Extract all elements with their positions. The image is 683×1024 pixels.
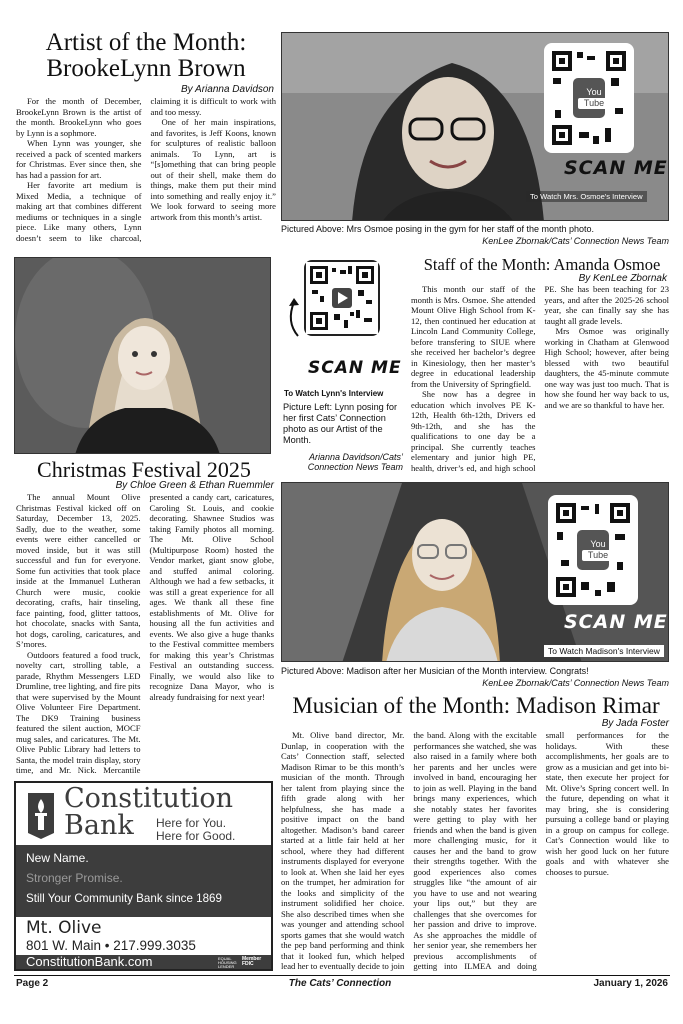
musician-title: Musician of the Month: Madison Rimar — [292, 693, 660, 718]
bank-website-bar[interactable] — [16, 955, 271, 969]
lynn-scan-me: SCAN ME — [308, 358, 402, 378]
musician-article — [281, 730, 669, 972]
osmoe-scan-me: SCAN ME — [564, 157, 668, 179]
staff-paragraph: This month our staff of the month is Mrs. Osmoe. She attended Mount Olive High School from K-12, then continued her education at Lincoln Land Community College, before transfering to SIUE where she received her bachelor’s degree in Kinesiology, then her master’s degree in educational leadership from the University of Springfield. — [411, 284, 536, 389]
footer-page: Page 2 — [16, 978, 49, 989]
youtube-you: You — [590, 539, 606, 549]
madison-qr-code[interactable] — [548, 495, 638, 605]
lynn-photo — [14, 257, 271, 454]
osmoe-watch-label[interactable]: To Watch Mrs. Osmoe's Interview — [526, 191, 647, 202]
musician-byline: By Jada Foster — [601, 718, 669, 729]
christmas-title: Christmas Festival 2025 — [37, 457, 251, 482]
qr-code-icon — [306, 262, 378, 334]
youtube-tube: Tube — [578, 98, 610, 109]
artist-paragraph: When Lynn was younger, she received a pack of scented markers for Christmas. Ever since then, she has had a passion for art. — [16, 138, 142, 180]
youtube-logo — [578, 87, 610, 109]
lynn-qr-block — [280, 258, 408, 398]
christmas-paragraph: The annual Mount Olive Christmas Festival kicked off on Saturday, December 13, 2025. Sadly, due to the weather, some events were either cancelled or moved inside, but it was still successful and fun for everyone. Some fun activities that took place inside at the Immanuel Lutheran Church were music, cookie decorating, crafts, hair tinseling, face painting, food, glitter tattoos, hot chocolate, snacks with Santa, hot dogs, caroling, caricatures, and S’mores. — [16, 492, 141, 650]
bank-logo-area — [16, 783, 271, 845]
madison-credit: KenLee Zbornak/Cats’ Connection News Team — [482, 678, 669, 688]
christmas-byline: By Chloe Green & Ethan Ruemmler — [115, 480, 274, 491]
bank-equal-housing: EQUAL HOUSING LENDER — [218, 956, 237, 969]
footer-paper: The Cats’ Connection — [288, 978, 392, 989]
bank-line2: Stronger Promise. — [26, 870, 123, 885]
bank-promo-band — [16, 845, 271, 917]
bank-tag2: Here for Good. — [156, 829, 236, 844]
torch-logo-icon — [24, 789, 58, 841]
staff-article — [411, 284, 669, 479]
lynn-qr-code[interactable] — [304, 260, 380, 336]
bank-fdic: Member FDIC — [242, 956, 262, 967]
bank-ad[interactable] — [14, 781, 273, 971]
youtube-you: You — [586, 87, 602, 97]
staff-byline: By KenLee Zbornak — [578, 273, 667, 284]
osmoe-qr-code[interactable] — [544, 43, 634, 153]
madison-caption: Pictured Above: Madison after her Musician of the Month interview. Congrats! — [281, 666, 589, 676]
footer-rule — [14, 975, 670, 976]
christmas-paragraph: Outdoors featured a food truck, novelty cart, strolling table, a parade, Rhythm Messengers LED Drumline, tree lighting, and fire pits that were supervised by the Mount Olive Volunteer Fire Department. The DK9 Training business featured the silent auction, MOCF mug sales, and caricatures. The Mt. Olive Public Library had letters to Santa, the model train display, story time, and Mr. Nick. Mercantile presented a candy cart, caricatures, Caroling St. Louis, and cookie decorating. Shawnee Studios was taking Family photos all morning. The Mt. Olive School (Multipurpose Room) hosted the Vendor market, giant snow globe, and stuffed animal coloring. Although we had a few setbacks, it was still a great experience for all ages. We thank all these fine establishments of Mt. Olive for housing all the fun activities and events. We also give a huge thanks to the Festival committee members for making this year’s Christmas Festival an outstanding success. Finally, we would also like to recognize Dana Mayor, who is already fundraising for next year! — [16, 492, 274, 776]
artist-paragraph: For the month of December, BrookeLynn Brown is the artist of the month. BrookeLynn who goes by Lynn is a sophmore. — [16, 96, 142, 138]
bank-line1: New Name. — [26, 851, 89, 865]
lynn-credit-line1: Arianna Davidson/Cats’ — [308, 452, 403, 462]
staff-title: Staff of the Month: Amanda Osmoe — [423, 255, 661, 274]
bank-name-line2: Bank — [64, 810, 134, 841]
bank-city: Mt. Olive — [26, 918, 102, 938]
artist-paragraph: One of her main inspirations, and favorites, is Jeff Koons, known for sculptures of realistic balloon animals. To Lynn, art is “[s]omething that can bring people out of their shell, make them do things, make them put their mind into something and really enjoy it.” We look forward to seeing more artwork from this month’s artist. — [150, 117, 276, 222]
footer-date: January 1, 2026 — [593, 978, 668, 989]
bank-tagline — [156, 817, 235, 843]
lynn-watch-label[interactable]: To Watch Lynn's Interview — [284, 389, 384, 398]
staff-paragraph: She now has a degree in education which involves PE K-12th, Health 6th-12th, Drivers ed 9th-12th, and she has the qualifications to one day be a principal. She currently teaches elementary and junior high PE, health, driver’s ed, and high school PE. She has been teaching for 23 years, and after the 2025-26 school year, she can finally say she has taught all grade levels. — [411, 284, 669, 473]
artist-paragraph: Her favorite art medium is Mixed Media, a technique of making art that combines different mediums or techniques in a single piece. Like many others, Lynn doesn’t seem to like charcoal, claiming it is difficult to work with and too messy. — [16, 96, 276, 243]
bank-name-line1: Constitution — [64, 783, 234, 814]
madison-watch-label[interactable]: To Watch Madison's Interview — [544, 645, 664, 657]
staff-paragraph: Mrs Osmoe was originally working in Chatham at Glenwood High School; however, after being blessed with two beautiful daughters, the 45-minute commute one way was just too much. That is how she found her way back to us, and we are so thankful to have her. — [544, 326, 669, 410]
lynn-caption: Picture Left: Lynn posing for her first Cats’ Connection photo as our Artist of the Month. — [283, 402, 398, 446]
artist-title-line2: BrookeLynn Brown — [46, 55, 246, 83]
youtube-tube: Tube — [582, 550, 614, 561]
madison-scan-me: SCAN ME — [564, 611, 668, 633]
bank-tag1: Here for You. — [156, 816, 227, 830]
madison-photo — [281, 482, 669, 662]
musician-paragraph: Mt. Olive band director, Mr. Dunlap, in cooperation with the Cats’ Connection staff, selected Madison Rimar to be this month’s musician of the month. Through her talent from playing since the fifth grade along with her helpfulness, she has made a positive impact on the band altogether. Madison’s band career started at a little fair held at her school, where they had different instruments displayed for everyone to look at. When she laid her eyes on the trumpet, her admiration for the looks and simplicity of the instrument solidified her choice. She also described times when she was younger and attending school sports games that she would watch the pep band performing and think that it looked fun, which helped lead her to eventually decide to join the band. Along with the excitable performances she watched, she was also raised in a family where both her parents and her uncles were involved in band, encouraging her to join as well. Playing in the band brings many experiences, which she notably states her favorites were getting to play with her friends and when the band is given more challenging music, for it causes her and the band to grow their strengths together. With the good experiences also comes struggles like “the amount of air you have to use and not wearing your lips out,” but they are challenges that she overcomes for her passion and drive to improve. As she approaches the middle of her senior year, she remembers her previous accomplishments of getting into ILMEA and doing small performances for the holidays. With these accomplishments, her goals are to grow as a musician and get into bi-state, then execute her project for Mt. Olive’s Spring concert well. In the future, depending on what it may bring, she is considering pursuing a college band or playing in a group on campus for college. Cat’s Connection would like to wish her good luck on her future goals and with whatever she chooses to pursue. — [281, 730, 669, 972]
youtube-logo — [582, 539, 614, 561]
osmoe-credit: KenLee Zbornak/Cats’ Connection News Team — [482, 236, 669, 246]
lynn-portrait-illustration — [15, 258, 271, 454]
curved-arrow-icon — [284, 298, 304, 338]
osmoe-caption: Pictured Above: Mrs Osmoe posing in the gym for her staff of the month photo. — [281, 224, 594, 234]
osmoe-photo — [281, 32, 669, 221]
artist-byline: By Arianna Davidson — [180, 84, 274, 95]
bank-website[interactable]: ConstitutionBank.com — [26, 954, 153, 969]
artist-title-line1: Artist of the Month: — [45, 29, 247, 56]
lynn-credit — [280, 452, 403, 472]
bank-line3: Still Your Community Bank since 1869 — [26, 891, 222, 905]
bank-address: 801 W. Main • 217.999.3035 — [26, 938, 196, 953]
artist-title — [14, 30, 278, 83]
christmas-article — [16, 492, 274, 780]
lynn-credit-line2: Connection News Team — [307, 462, 403, 472]
artist-article — [16, 96, 276, 256]
